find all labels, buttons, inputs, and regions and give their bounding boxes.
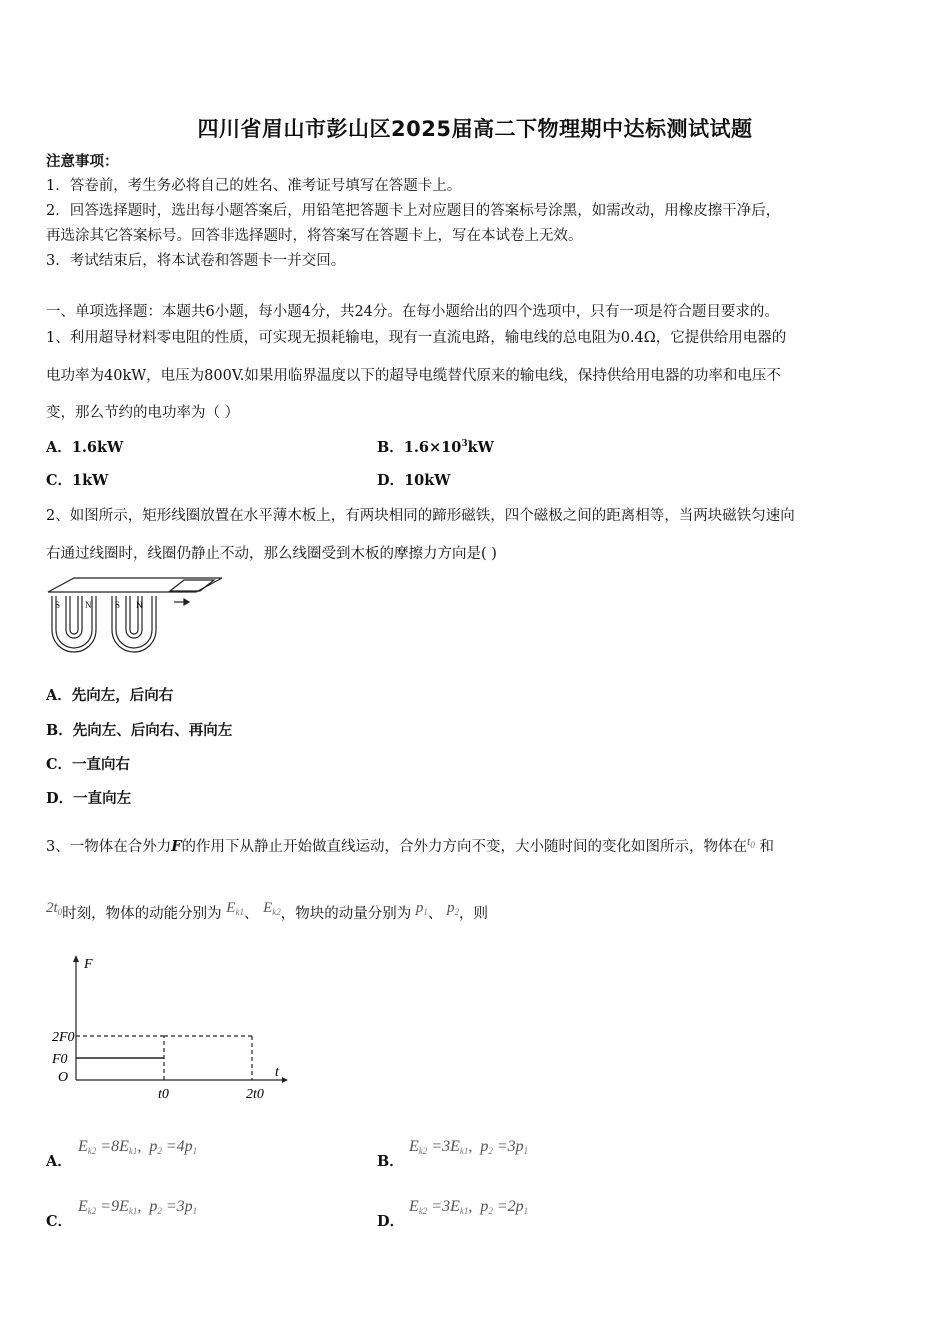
q3-option-a[interactable] [46,1136,346,1172]
arrow-head [184,599,189,605]
q1-line: 1、利用超导材料零电阻的性质，可实现无损耗输电，现有一直流电路，输电线的总电阻为0.4Ω，它提供给用电器的 [46,330,787,346]
q3-option-d[interactable] [377,1196,677,1232]
y-axis-label: F [84,957,93,972]
notice-item: 2．回答选择题时，选出每小题答案后，用铅笔把答题卡上对应题目的答案标号涂黑，如需改动，用橡皮擦干净后， [46,203,781,219]
y-axis-arrow [73,955,79,962]
page-title: 四川省眉山市彭山区2025届高二下物理期中达标测试试题 [197,117,753,141]
q2-line: 2、如图所示，矩形线圈放置在水平薄木板上，有两块相同的蹄形磁铁，四个磁极之间的距离相等，当两块磁铁匀速向 [46,508,795,524]
q1-line: 变，那么节约的电功率为（ ） [46,405,240,421]
q1-option-b[interactable]: B．$1.6\times 10^3kW$ [377,439,494,456]
force-time-chart [44,950,294,1110]
q2-option-b[interactable]: B．先向左、后向右、再向左 [46,722,233,739]
pole-label: N [85,600,92,610]
q3-option-c-label: C． [46,1213,73,1230]
x-tick-label: 2t0 [246,1087,264,1102]
q2-line: 右通过线圈时，线圈仍静止不动，那么线圈受到木板的摩擦力方向是( ) [46,546,497,562]
q2-option-a[interactable]: A．先向左，后向右 [46,687,174,704]
q3-option-d-label: D． [377,1213,405,1230]
q3-option-b-label: B． [377,1153,404,1170]
q1-line: 电功率为40kW，电压为800V.如果用临界温度以下的超导电缆替代原来的输电线，保持供给用电器的功率和电压不 [46,368,781,384]
q2-option-c[interactable]: C．一直向右 [46,756,131,773]
magnet-coil-figure [46,574,226,654]
section-heading: 一、单项选择题：本题共6小题，每小题4分，共24分。在每小题给出的四个选项中，只有一项是符合题目要求的。 [46,304,779,320]
q3-option-b-formula: Ek2 =3Ek1, p2 =3p1 [409,1138,529,1156]
notice-item: 3．考试结束后，将本试卷和答题卡一并交回。 [46,253,346,269]
origin-label: O [58,1070,69,1085]
q1-option-c[interactable]: C．1kW [46,472,109,489]
x-axis-label: t [275,1065,279,1080]
q1-option-d[interactable]: D．10kW [377,472,451,489]
q3-option-b[interactable] [377,1136,677,1172]
pole-label: N [136,600,143,610]
rectangular-coil [170,580,214,591]
x-tick-label: t0 [158,1087,169,1102]
q3-line-1: 3、一物体在合外力F的作用下从静止开始做直线运动，合外力方向不变，大小随时间的变化如图所示，物体在$^{t_0}$ 和 [46,834,774,855]
q3-option-c[interactable] [46,1196,346,1232]
pole-label: S [55,600,61,610]
q3-line-2: $2t_0$时刻，物体的动能分别为 $E_{k1}$、 $E_{k2}$，物块的动量分别为 $p_1$、 $p_2$，则 [46,900,488,922]
q3-option-d-formula: Ek2 =3Ek1, p2 =2p1 [409,1198,529,1216]
notice-item: 再选涂其它答案标号。回答非选择题时，将答案写在答题卡上，写在本试卷上无效。 [46,228,583,244]
notice-heading: 注意事项： [46,153,119,170]
q1-option-a[interactable]: A．1.6kW [46,439,124,456]
y-tick-label: 2F0 [52,1030,75,1045]
x-axis-arrow [282,1077,288,1083]
q3-option-a-label: A． [46,1153,72,1170]
q3-option-a-formula: Ek2 =8Ek1, p2 =4p1 [78,1138,198,1156]
notice-item: 1．答卷前，考生务必将自己的姓名、准考证号填写在答题卡上。 [46,178,462,194]
pole-label: S [115,600,121,610]
y-tick-label: F0 [52,1052,68,1067]
q2-option-d[interactable]: D．一直向左 [46,790,132,807]
q3-option-c-formula: Ek2 =9Ek1, p2 =3p1 [78,1198,198,1216]
